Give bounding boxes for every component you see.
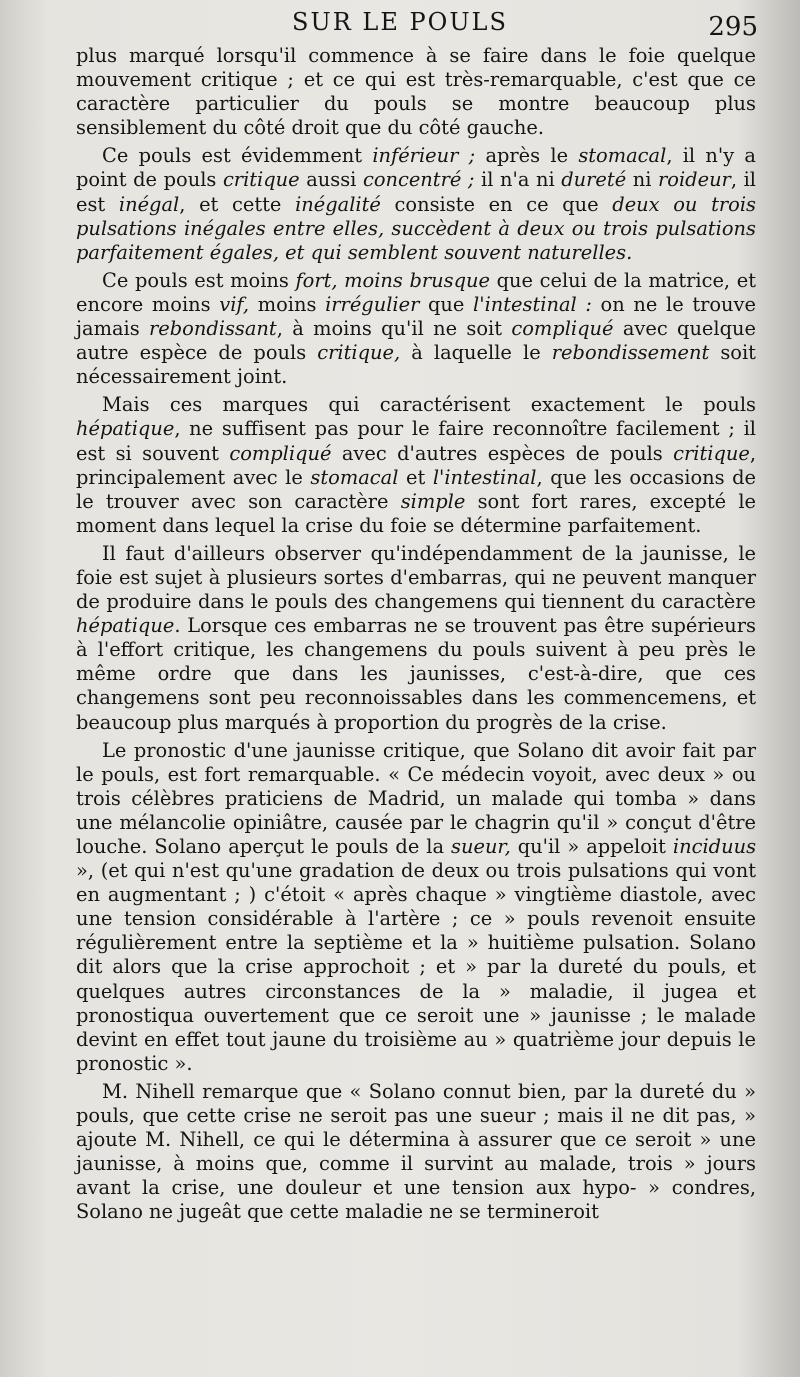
italic-text: sueur, bbox=[451, 835, 511, 858]
italic-text: compliqué bbox=[229, 441, 332, 465]
text-run: on ne le trouve jamais bbox=[76, 292, 756, 341]
italic-text: compliqué bbox=[511, 317, 614, 341]
text-run: consiste en ce que bbox=[380, 192, 613, 216]
paragraph bbox=[76, 1080, 756, 1225]
body-text bbox=[76, 44, 756, 1225]
text-run: plus marqué lorsqu'il commence à se faire dans le foie quelque mouvement critique ; et ce qui est très-remarquable, c'est que ce caractère particulier du pouls se montre beaucoup plus sensiblement du côté droit que du côté gauche. bbox=[76, 44, 756, 140]
italic-text: inégal bbox=[118, 192, 180, 216]
text-run: , et cette bbox=[179, 192, 296, 216]
text-run: qu'il » appeloit bbox=[510, 835, 673, 858]
italic-text: roideur bbox=[658, 168, 731, 192]
italic-text: l'intestinal bbox=[432, 465, 537, 489]
italic-text: inégalité bbox=[295, 192, 381, 216]
italic-text: critique bbox=[673, 441, 750, 465]
italic-text: deux ou trois pulsations inégales entre elles, succèdent à deux ou trois pulsations parfaitement égales, et qui semblent souvent naturelles. bbox=[76, 192, 756, 264]
text-run: il n'a ni bbox=[474, 168, 562, 192]
text-run: Mais ces marques qui caractérisent exactement le pouls bbox=[102, 393, 756, 417]
paragraph bbox=[76, 542, 756, 735]
text-run: moins bbox=[249, 292, 326, 316]
italic-text: l'intestinal : bbox=[473, 292, 592, 316]
paragraph bbox=[76, 739, 756, 1076]
text-run: que celui de la matrice, et encore moins bbox=[76, 268, 756, 316]
text-run: Il faut d'ailleurs observer qu'indépendamment de la jaunisse, le foie est sujet à plusieurs sortes d'embarras, qui ne peuvent manquer de produire dans le pouls des changemens qui tiennent du caractère bbox=[76, 541, 756, 614]
italic-text: simple bbox=[400, 489, 466, 513]
text-run: que bbox=[419, 292, 474, 316]
italic-text: rebondissant bbox=[149, 317, 277, 341]
text-run: aussi bbox=[299, 168, 363, 192]
text-run: , que les occasions de le trouver avec son caractère bbox=[76, 465, 756, 513]
text-run: sont fort rares, excepté le moment dans lequel la crise du foie se détermine parfaitement. bbox=[76, 489, 756, 537]
italic-text: irrégulier bbox=[325, 292, 420, 316]
text-run: Le pronostic d'une jaunisse critique, que Solano dit avoir fait par le pouls, est fort remarquable. « Ce médecin voyoit, avec deux » ou trois célèbres praticiens de Madrid, un malade qui tomba » dans une mélancolie opiniâtre, causée par le chagrin qu'il » conçut d'être louche. Solano aperçut le pouls de la bbox=[76, 738, 756, 858]
paragraph bbox=[76, 44, 756, 140]
paragraph bbox=[76, 269, 756, 389]
italic-text: hépatique bbox=[76, 614, 175, 638]
running-title: SUR LE POULS bbox=[292, 8, 508, 36]
text-run: soit nécessairement joint. bbox=[76, 341, 756, 389]
text-run: à laquelle le bbox=[400, 341, 552, 365]
page-header bbox=[0, 6, 800, 40]
italic-text: stomacal bbox=[310, 465, 399, 489]
text-run: , il n'y a point de pouls bbox=[76, 144, 756, 192]
text-run: Ce pouls est moins bbox=[102, 268, 296, 292]
text-run: , il est bbox=[76, 168, 756, 216]
italic-text: vif, bbox=[219, 292, 250, 316]
page-number: 295 bbox=[708, 12, 758, 42]
italic-text: inciduus bbox=[672, 835, 757, 858]
text-run: avec d'autres espèces de pouls bbox=[331, 441, 674, 465]
text-run: ni bbox=[626, 168, 659, 192]
italic-text: dureté bbox=[561, 168, 627, 192]
italic-text: stomacal bbox=[578, 144, 667, 168]
italic-text: rebondissement bbox=[551, 341, 710, 365]
text-run: , ne suffisent pas pour le faire reconnoître facilement ; il est si souvent bbox=[76, 417, 756, 465]
paragraph bbox=[76, 393, 756, 538]
paragraph bbox=[76, 144, 756, 264]
italic-text: inférieur ; bbox=[372, 144, 476, 168]
text-run: . Lorsque ces embarras ne se trouvent pas être supérieurs à l'effort critique, les changemens du pouls suivent à peu près le même ordre que dans les jaunisses, c'est-à-dire, que ces changemens sont peu reconnoissables dans les commencemens, et beaucoup plus marqués à proportion du progrès de la crise. bbox=[76, 614, 756, 734]
italic-text: critique bbox=[222, 168, 300, 192]
text-run: après le bbox=[475, 144, 579, 168]
italic-text: hépatique bbox=[76, 417, 175, 441]
italic-text: concentré ; bbox=[362, 168, 475, 192]
text-run: Ce pouls est évidemment bbox=[102, 144, 373, 168]
text-run: avec quelque autre espèce de pouls bbox=[76, 317, 756, 365]
text-run: M. Nihell remarque que « Solano connut bien, par la dureté du » pouls, que cette crise ne seroit pas une sueur ; mais il ne dit pas, » ajoute M. Nihell, ce qui le détermina à assurer que ce seroit » une jaunisse, à moins que, comme il survint au malade, trois » jours avant la crise, une douleur et une tension aux hypo- » condres, Solano ne jugeât que cette maladie ne se termineroit bbox=[76, 1079, 756, 1224]
text-run: , principalement avec le bbox=[76, 441, 756, 489]
text-run: , à moins qu'il ne soit bbox=[276, 317, 512, 341]
text-run: et bbox=[398, 465, 433, 489]
italic-text: critique, bbox=[317, 341, 401, 365]
italic-text: fort, moins brusque bbox=[295, 268, 490, 292]
text-run: », (et qui n'est qu'une gradation de deux ou trois pulsations qui vont en augmentant ; ) c'étoit « après chaque » vingtième diastole, avec une tension considérable à l'artère ; ce » pouls revenoit ensuite régulièrement entre la septième et la » huitième pulsation. Solano dit alors que la crise approchoit ; et » par la dureté du pouls, et quelques autres circonstances de la » maladie, il jugea et pronostiqua ouvertement que ce seroit une » jaunisse ; le malade devint en effet tout jaune du troisième au » quatrième jour depuis le pronostic ». bbox=[76, 859, 756, 1075]
